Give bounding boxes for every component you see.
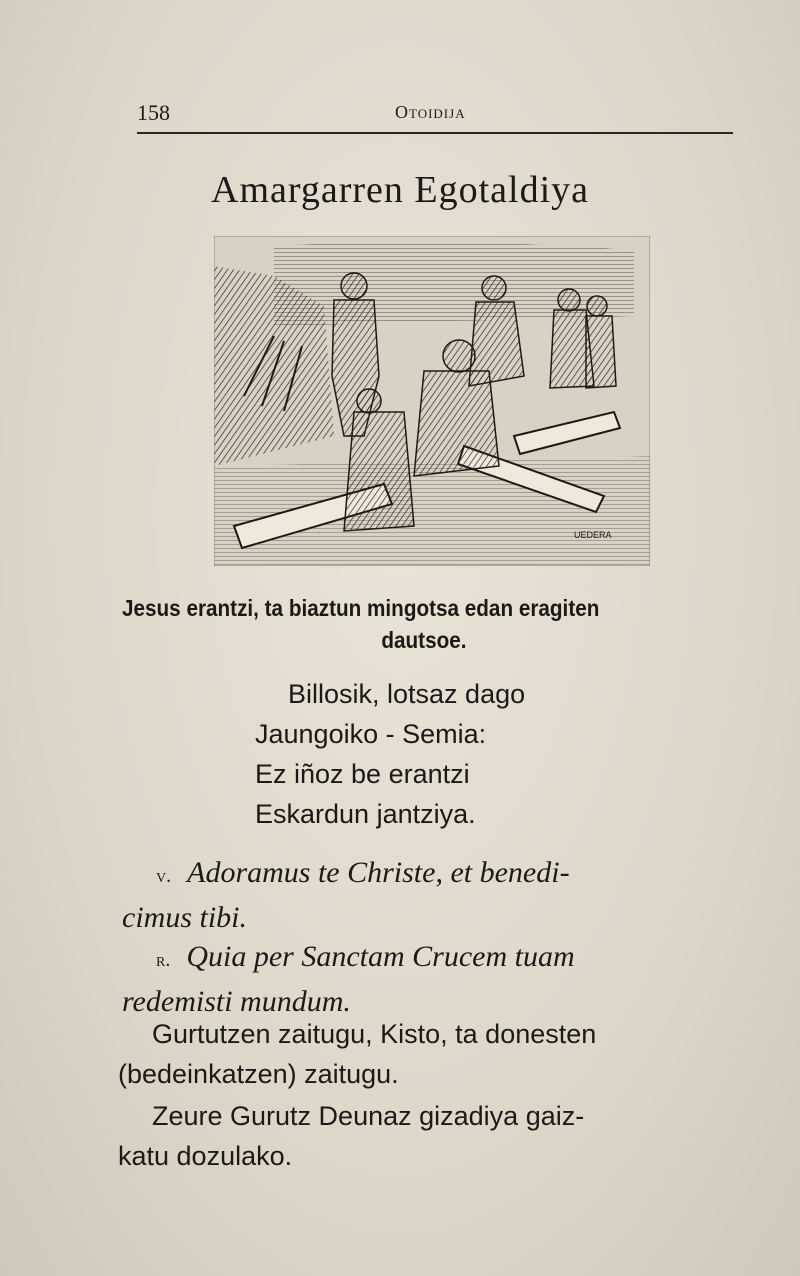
verse-line: Jaungoiko - Semia: [255,719,487,749]
response-text-2: redemisti mundum. [122,985,351,1018]
verse-line: Billosik, lotsaz dago [288,679,526,709]
page-title: Amargarren Egotaldiya [211,169,589,211]
caption-line-1: Jesus erantzi, ta biaztun mingotsa edan eragiten [122,595,600,621]
engraver-signature: UEDERA [574,530,612,540]
paragraph-1 [118,1014,734,1094]
response [122,936,734,1023]
page-number: 158 [137,100,170,125]
page-header [137,96,733,136]
verse-line: Ez iñoz be erantzi [255,759,470,789]
paragraph-1-line-1: Gurtutzen zaitugu, Kisto, ta donesten [152,1019,597,1049]
response-text-1: Quia per Sanctam Crucem tuam [186,940,575,973]
paragraph-2-line-2: katu dozulako. [118,1141,293,1171]
versicle-mark: v. [156,865,172,887]
illustration-caption [122,592,726,656]
versicle-text-2: cimus tibi. [122,901,247,934]
caption-line-2: dautsoe. [381,627,467,653]
response-mark: r. [156,949,171,971]
paragraph-1-line-2: (bedeinkatzen) zaitugu. [118,1059,399,1089]
verse-line: Eskardun jantziya. [255,799,476,829]
running-title: Otoidija [395,102,466,122]
versicle-text-1: Adoramus te Christe, et benedi- [187,856,570,889]
paragraph-2 [118,1096,734,1176]
paragraph-2-line-1: Zeure Gurutz Deunaz gizadiya gaiz- [152,1101,585,1131]
engraving-illustration [214,236,650,566]
header-rule [137,132,733,134]
versicle [122,852,734,939]
